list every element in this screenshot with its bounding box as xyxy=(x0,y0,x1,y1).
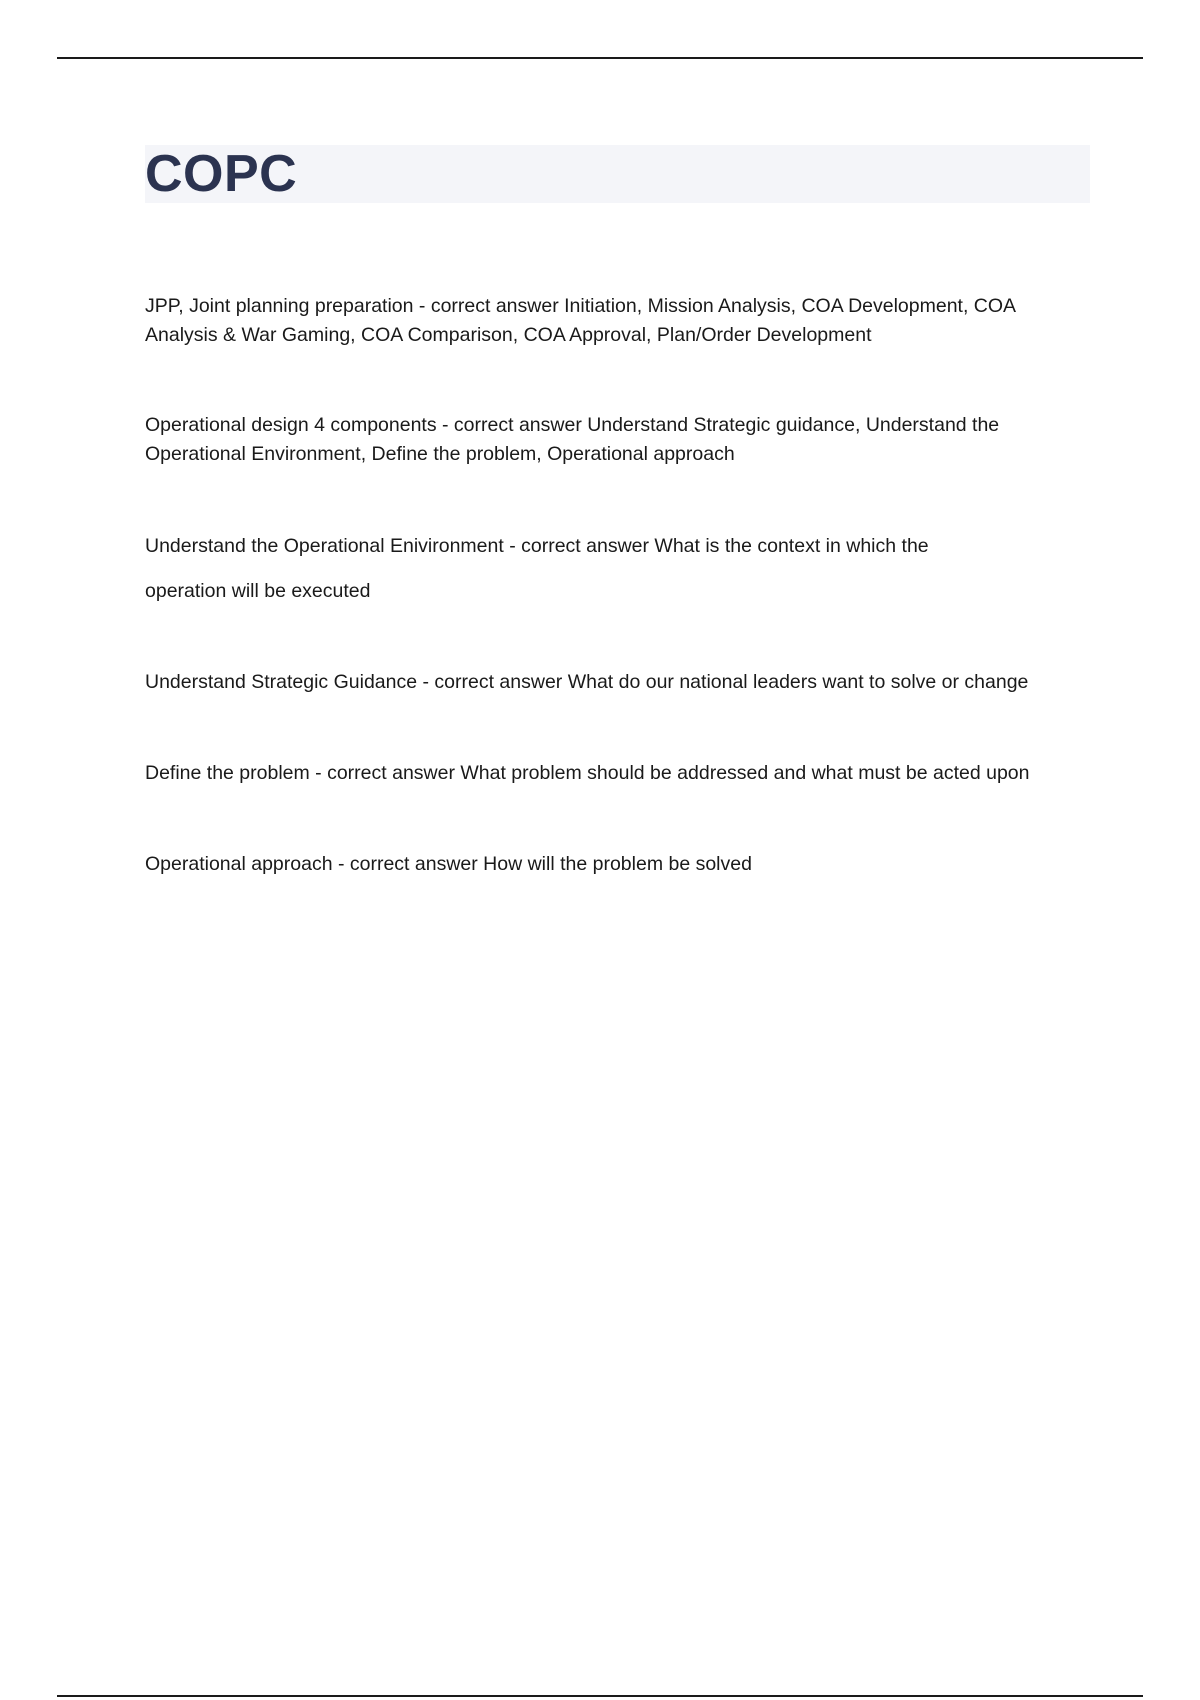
title-banner xyxy=(145,145,1090,203)
page-title: COPC xyxy=(145,145,298,203)
flashcard-entry xyxy=(145,524,1090,614)
flashcard-entry xyxy=(145,850,1090,879)
entry-text-line: Analysis & War Gaming, COA Comparison, COA Approval, Plan/Order Development xyxy=(145,324,872,346)
entry-text-line: Operational design 4 components - correct answer Understand Strategic guidance, Understand the xyxy=(145,414,1000,436)
flashcard-entry xyxy=(145,759,1090,788)
entry-text-line: Understand Strategic Guidance - correct answer What do our national leaders want to solve or change xyxy=(145,671,1029,693)
entry-text-line: Define the problem - correct answer What problem should be addressed and what must be acted upon xyxy=(145,762,1030,784)
entry-text-line: JPP, Joint planning preparation - correct answer Initiation, Mission Analysis, COA Development, COA xyxy=(145,295,1017,317)
flashcard-entry xyxy=(145,292,1090,350)
header-rule xyxy=(57,57,1143,59)
footer-rule xyxy=(57,1695,1143,1697)
entry-text-line: Understand the Operational Enivironment - correct answer What is the context in which the xyxy=(145,535,929,557)
entry-text-line: Operational Environment, Define the problem, Operational approach xyxy=(145,443,735,465)
entry-text-line: Operational approach - correct answer How will the problem be solved xyxy=(145,853,752,875)
flashcard-entry xyxy=(145,668,1090,697)
entry-text-line: operation will be executed xyxy=(145,580,371,602)
flashcard-entry xyxy=(145,411,1090,469)
